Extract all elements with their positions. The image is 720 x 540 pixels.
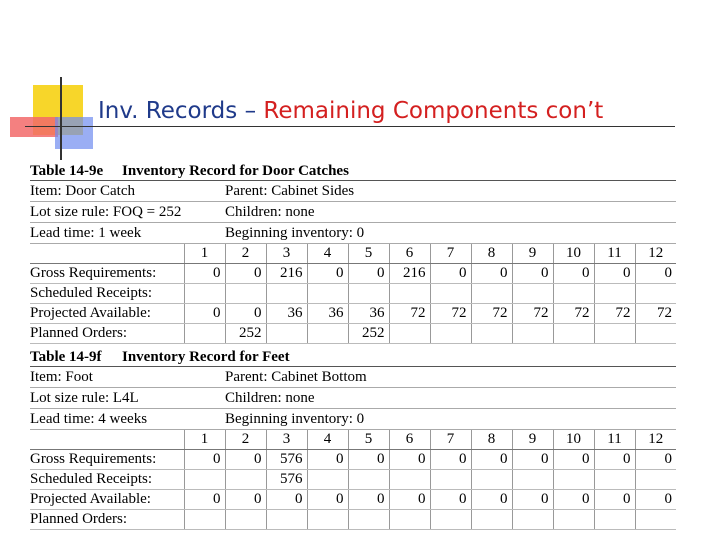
- cell-value: 0: [307, 490, 348, 510]
- cell-value: [184, 284, 225, 304]
- row-label: Gross Requirements:: [30, 264, 184, 284]
- cell-value: 0: [307, 264, 348, 284]
- cell-value: 0: [225, 490, 266, 510]
- cell-value: 0: [553, 490, 594, 510]
- table-caption: [30, 348, 676, 367]
- record-info-row: [30, 223, 676, 244]
- table-row: [30, 284, 676, 304]
- cell-value: [471, 284, 512, 304]
- cell-value: [635, 284, 676, 304]
- item-label: Item: Door Catch: [30, 183, 135, 199]
- cell-value: [389, 510, 430, 530]
- cell-value: 0: [225, 304, 266, 324]
- cell-value: 0: [184, 304, 225, 324]
- cell-value: [635, 324, 676, 344]
- children-label: Children: none: [225, 390, 315, 406]
- lead-time-label: Lead time: 4 weeks: [30, 411, 148, 427]
- cell-value: 0: [430, 450, 471, 470]
- cell-value: 0: [266, 490, 307, 510]
- row-label: Planned Orders:: [30, 510, 184, 530]
- cell-value: 0: [430, 264, 471, 284]
- cell-value: [471, 470, 512, 490]
- record-info-row: [30, 181, 676, 202]
- cell-value: 0: [471, 264, 512, 284]
- period-number: 2: [225, 430, 266, 450]
- cell-value: [512, 284, 553, 304]
- cell-value: 0: [594, 450, 635, 470]
- row-label: Planned Orders:: [30, 324, 184, 344]
- table-caption: [30, 162, 676, 181]
- period-number: 12: [635, 430, 676, 450]
- cell-value: 252: [225, 324, 266, 344]
- cell-value: [553, 510, 594, 530]
- beginning-inventory-label: Beginning inventory: 0: [225, 411, 365, 427]
- cell-value: [553, 470, 594, 490]
- table-number: Table 14-9e: [30, 163, 104, 179]
- cell-value: [225, 510, 266, 530]
- period-number: 4: [307, 244, 348, 264]
- cell-value: [553, 324, 594, 344]
- table-row: [30, 490, 676, 510]
- inventory-record-door-catches: [30, 162, 676, 344]
- period-number: 11: [594, 244, 635, 264]
- record-info-row: [30, 388, 676, 409]
- title-separator: –: [237, 98, 264, 124]
- cell-value: [348, 470, 389, 490]
- cell-value: 0: [389, 490, 430, 510]
- record-info-row: [30, 367, 676, 388]
- period-number: 10: [553, 430, 594, 450]
- cell-value: 0: [471, 450, 512, 470]
- cell-value: 72: [389, 304, 430, 324]
- cell-value: 0: [512, 450, 553, 470]
- cell-value: 72: [471, 304, 512, 324]
- mrp-grid: [30, 430, 676, 530]
- cell-value: 0: [348, 264, 389, 284]
- table-row: [30, 304, 676, 324]
- cell-value: [594, 284, 635, 304]
- cell-value: 0: [389, 450, 430, 470]
- table-row: [30, 470, 676, 490]
- cell-value: [348, 284, 389, 304]
- cell-value: [184, 470, 225, 490]
- slide-title: [98, 98, 603, 124]
- cell-value: [430, 284, 471, 304]
- cell-value: 576: [266, 470, 307, 490]
- cell-value: 0: [512, 490, 553, 510]
- record-info-row: [30, 409, 676, 430]
- table-title: Inventory Record for Door Catches: [122, 163, 349, 179]
- cell-value: [471, 510, 512, 530]
- cell-value: 72: [512, 304, 553, 324]
- period-number: 3: [266, 430, 307, 450]
- cell-value: [512, 470, 553, 490]
- cell-value: 0: [553, 450, 594, 470]
- period-number: 9: [512, 244, 553, 264]
- cell-value: [307, 284, 348, 304]
- row-label: Projected Available:: [30, 490, 184, 510]
- cell-value: 252: [348, 324, 389, 344]
- row-label: Scheduled Receipts:: [30, 470, 184, 490]
- cell-value: 36: [266, 304, 307, 324]
- cell-value: 0: [635, 450, 676, 470]
- cell-value: 36: [307, 304, 348, 324]
- decor-horizontal-line: [25, 126, 675, 127]
- cell-value: [184, 324, 225, 344]
- cell-value: [430, 324, 471, 344]
- table-row: [30, 264, 676, 284]
- lot-size-label: Lot size rule: L4L: [30, 390, 139, 406]
- children-label: Children: none: [225, 204, 315, 220]
- cell-value: [266, 510, 307, 530]
- cell-value: [594, 510, 635, 530]
- period-number: 6: [389, 430, 430, 450]
- period-number: 7: [430, 430, 471, 450]
- lead-time-label: Lead time: 1 week: [30, 225, 142, 241]
- cell-value: 0: [184, 264, 225, 284]
- inventory-record-feet: [30, 348, 676, 530]
- period-number: 8: [471, 430, 512, 450]
- cell-value: 0: [553, 264, 594, 284]
- period-number: 1: [184, 430, 225, 450]
- cell-value: 0: [430, 490, 471, 510]
- cell-value: [307, 470, 348, 490]
- cell-value: [266, 324, 307, 344]
- cell-value: [225, 470, 266, 490]
- period-number: 8: [471, 244, 512, 264]
- record-info-row: [30, 202, 676, 223]
- period-number: 5: [348, 430, 389, 450]
- cell-value: [389, 324, 430, 344]
- row-label: Scheduled Receipts:: [30, 284, 184, 304]
- period-number: 11: [594, 430, 635, 450]
- title-part-1: Inv. Records: [98, 98, 238, 124]
- cell-value: [389, 470, 430, 490]
- cell-value: [307, 510, 348, 530]
- decor-red-block: [10, 117, 58, 137]
- cell-value: [635, 470, 676, 490]
- cell-value: [471, 324, 512, 344]
- period-number: 10: [553, 244, 594, 264]
- cell-value: [635, 510, 676, 530]
- period-number: 4: [307, 430, 348, 450]
- cell-value: 0: [348, 450, 389, 470]
- period-number: 6: [389, 244, 430, 264]
- header-spacer: [30, 430, 184, 450]
- table-number: Table 14-9f: [30, 349, 102, 365]
- row-label: Projected Available:: [30, 304, 184, 324]
- cell-value: 72: [635, 304, 676, 324]
- cell-value: [348, 510, 389, 530]
- cell-value: 72: [553, 304, 594, 324]
- cell-value: [512, 324, 553, 344]
- decor-vertical-line: [60, 77, 62, 160]
- parent-label: Parent: Cabinet Sides: [225, 183, 355, 199]
- cell-value: 0: [471, 490, 512, 510]
- cell-value: 0: [635, 264, 676, 284]
- table-title: Inventory Record for Feet: [122, 349, 290, 365]
- period-number: 9: [512, 430, 553, 450]
- table-row: [30, 510, 676, 530]
- lot-size-label: Lot size rule: FOQ = 252: [30, 204, 182, 220]
- period-header-row: [30, 244, 676, 264]
- cell-value: 0: [635, 490, 676, 510]
- cell-value: [184, 510, 225, 530]
- cell-value: 0: [184, 490, 225, 510]
- cell-value: [266, 284, 307, 304]
- item-label: Item: Foot: [30, 369, 93, 385]
- cell-value: [307, 324, 348, 344]
- cell-value: [389, 284, 430, 304]
- cell-value: 0: [225, 264, 266, 284]
- table-row: [30, 324, 676, 344]
- row-label: Gross Requirements:: [30, 450, 184, 470]
- period-number: 3: [266, 244, 307, 264]
- cell-value: [594, 470, 635, 490]
- period-number: 1: [184, 244, 225, 264]
- cell-value: [512, 510, 553, 530]
- period-number: 5: [348, 244, 389, 264]
- period-number: 2: [225, 244, 266, 264]
- cell-value: 576: [266, 450, 307, 470]
- cell-value: 216: [266, 264, 307, 284]
- cell-value: [225, 284, 266, 304]
- cell-value: [430, 510, 471, 530]
- cell-value: 0: [184, 450, 225, 470]
- beginning-inventory-label: Beginning inventory: 0: [225, 225, 365, 241]
- parent-label: Parent: Cabinet Bottom: [225, 369, 367, 385]
- table-row: [30, 450, 676, 470]
- title-part-2: Remaining Components con’t: [263, 98, 604, 124]
- cell-value: 72: [594, 304, 635, 324]
- cell-value: [430, 470, 471, 490]
- cell-value: 0: [594, 490, 635, 510]
- cell-value: 0: [225, 450, 266, 470]
- cell-value: [594, 324, 635, 344]
- period-number: 12: [635, 244, 676, 264]
- period-number: 7: [430, 244, 471, 264]
- cell-value: 0: [348, 490, 389, 510]
- cell-value: 36: [348, 304, 389, 324]
- cell-value: [553, 284, 594, 304]
- header-spacer: [30, 244, 184, 264]
- cell-value: 216: [389, 264, 430, 284]
- cell-value: 72: [430, 304, 471, 324]
- cell-value: 0: [307, 450, 348, 470]
- period-header-row: [30, 430, 676, 450]
- cell-value: 0: [512, 264, 553, 284]
- cell-value: 0: [594, 264, 635, 284]
- mrp-grid: [30, 244, 676, 344]
